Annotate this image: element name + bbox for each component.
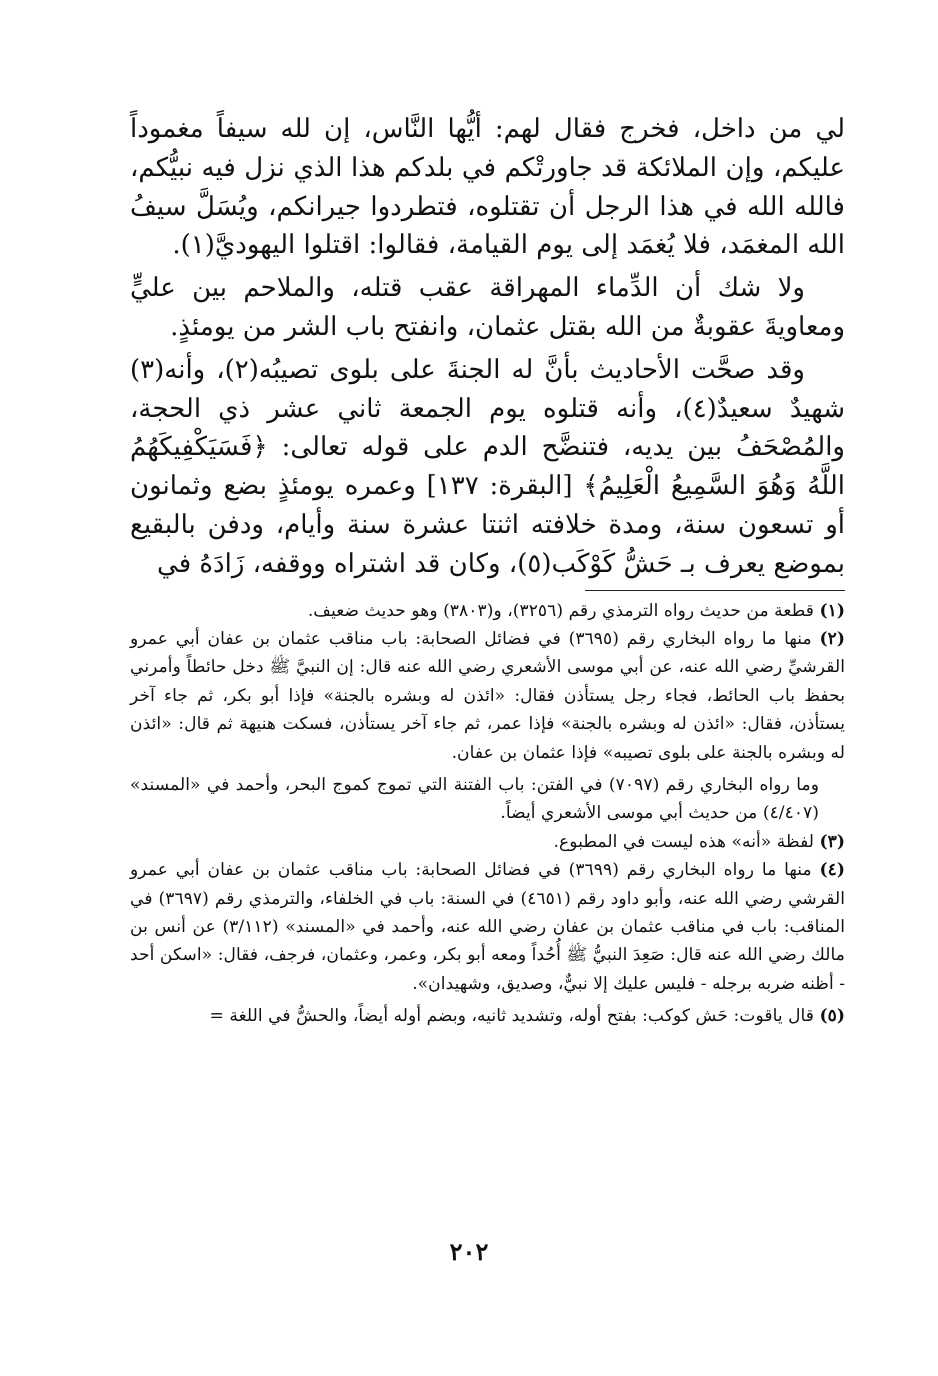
footnote-number: (٥) bbox=[819, 1006, 845, 1027]
body-paragraph-1: لي من داخل، فخرج فقال لهم: أيُّها النَّاس، إن لله سيفاً مغموداً عليكم، وإن الملائكة قد جاورتْكم في بلدكم هذا الذي نزل فيه نبيُّكم، فالله الله في هذا الرجل أن تقتلوه، فتطردوا جيرانكم، ويُسَلَّ سيفُ الله المغمَد، فلا يُغمَد إلى يوم القيامة، فقالوا: اقتلوا اليهوديَّ(١). bbox=[130, 114, 845, 261]
footnote-3 bbox=[130, 828, 845, 856]
footnote-divider bbox=[585, 590, 845, 591]
footnote-number: (٣) bbox=[819, 831, 845, 852]
footnote-4 bbox=[130, 856, 845, 998]
footnote-2 bbox=[130, 625, 845, 767]
footnote-text: منها ما رواه البخاري رقم (٣٦٩٥) في فضائل الصحابة: باب مناقب عثمان بن عفان أبي عمرو القرشيِّ رضي الله عنه، عن أبي موسى الأشعري رضي الله عنه قال: إن النبيَّ ﷺ دخل حائطاً وأمرني بحفظ باب الحائط، فجاء رجل يستأذن فقال: «ائذن له وبشره بالجنة» فإذا أبو بكر، ثم جاء آخر يستأذن، فقال: «ائذن له وبشره بالجنة» فإذا عمر، ثم جاء آخر يستأذن، فسكت هنيهة ثم قال: «ائذن له وبشره بالجنة على بلوى تصيبه» فإذا عثمان بن عفان. bbox=[130, 628, 845, 763]
footnotes bbox=[130, 597, 845, 1031]
footnote-number: (٢) bbox=[819, 628, 845, 649]
footnote-1 bbox=[130, 597, 845, 625]
footnote-2-continuation bbox=[130, 771, 845, 828]
page-number: ٢٠٢ bbox=[449, 1237, 489, 1266]
footnote-number: (٤) bbox=[819, 860, 845, 881]
footnote-text: لفظة «أنه» هذه ليست في المطبوع. bbox=[553, 831, 815, 852]
footnote-text: منها ما رواه البخاري رقم (٣٦٩٩) في فضائل الصحابة: باب مناقب عثمان بن عفان أبي عمرو القرشي رضي الله عنه، وأبو داود رقم (٤٦٥١) في السنة: باب في الخلفاء، والترمذي رقم (٣٦٩٧) في المناقب: باب في مناقب عثمان بن عفان رضي الله عنه، وأحمد في «المسند» (٣/١١٢) عن أنس بن مالك رضي الله عنه قال: صَعِدَ النبيُّ ﷺ أُحُداً ومعه أبو بكر، وعمر، وعثمان، فرجف، فقال: «اسكن أحد - أظنه ضربه برجله - فليس عليك إلا نبيٌّ، وصديق، وشهيدان». bbox=[130, 860, 845, 994]
footnote-5 bbox=[130, 1002, 845, 1030]
footnote-number: (١) bbox=[819, 600, 845, 621]
page-content bbox=[130, 110, 845, 1031]
footnote-text: وما رواه البخاري رقم (٧٠٩٧) في الفتن: باب الفتنة التي تموج كموج البحر، وأحمد في «المسند» (٤/٤٠٧) من حديث أبي موسى الأشعري أيضاً. bbox=[130, 775, 819, 824]
footnote-text: قال ياقوت: حَش كوكب: بفتح أوله، وتشديد ثانيه، وبضم أوله أيضاً، والحشُّ في اللغة = bbox=[209, 1006, 815, 1027]
body-paragraph-2: ولا شك أن الدِّماء المهراقة عقب قتله، والملاحم بين عليٍّ ومعاويةَ عقوبةٌ من الله بقتل عثمان، وانفتح باب الشر من يومئذٍ. bbox=[130, 273, 845, 342]
body-paragraph-3: وقد صحَّت الأحاديث بأنَّ له الجنةَ على بلوى تصيبُه(٢)، وأنه(٣) شهيدٌ سعيدٌ(٤)، وأنه قتلوه يوم الجمعة ثاني عشر ذي الحجة، والمُصْحَفُ بين يديه، فتنضَّح الدم على قوله تعالى: ﴿فَسَيَكْفِيكَهُمُ اللَّهُ وَهُوَ السَّمِيعُ الْعَلِيمُ﴾ [البقرة: ١٣٧] وعمره يومئذٍ بضع وثمانون أو تسعون سنة، ومدة خلافته اثنتا عشرة سنة وأيام، ودفن بالبقيع بموضع يعرف بـ حَشُّ كَوْكَب(٥)، وكان قد اشتراه ووقفه، زَادَهُ في bbox=[130, 354, 846, 579]
footnote-text: قطعة من حديث رواه الترمذي رقم (٣٢٥٦)، و(٣٨٠٣) وهو حديث ضعيف. bbox=[307, 600, 815, 621]
